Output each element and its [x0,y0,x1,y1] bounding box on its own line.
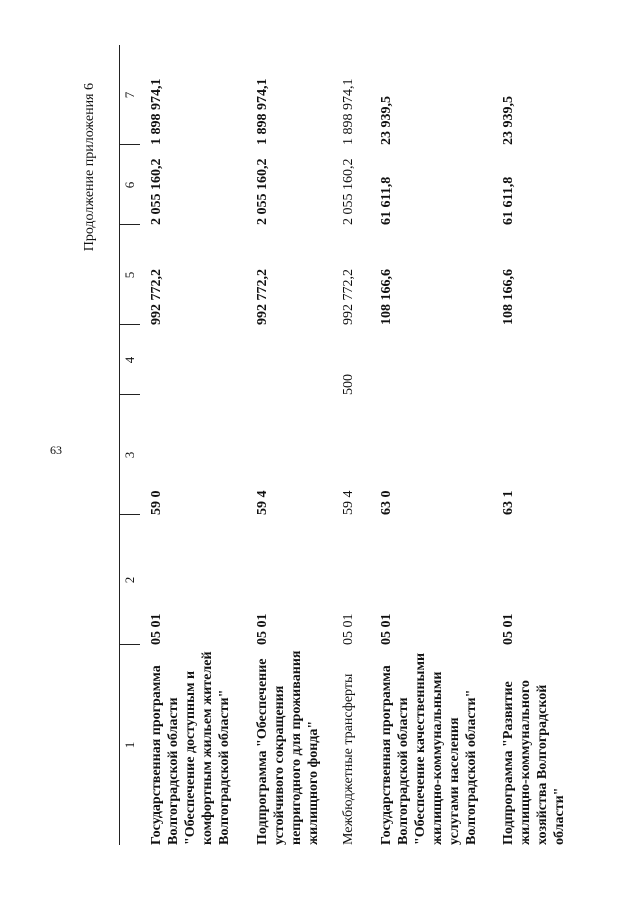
amount-col7: 1 898 974,1 [149,78,164,145]
amount-col5: 992 772,2 [255,269,270,325]
target-article: 63 0 [379,490,394,515]
column-number-7: 7 [122,91,137,99]
section-code: 05 01 [255,613,270,645]
row-name: Подпрограмма "Обеспечение устойчивого сокращения непригодного для проживания жилищного фонда" [255,650,321,845]
target-article: 59 4 [341,490,356,515]
amount-col6: 61 611,8 [501,176,516,225]
section-code: 05 01 [149,613,164,645]
row-name: Государственная программа Волгоградской области "Обеспечение доступным и комфортным жильем жителей Волгоградской области" [149,651,232,845]
amount-col7: 1 898 974,1 [341,78,356,145]
column-number-5: 5 [122,271,137,279]
amount-col5: 108 166,6 [501,269,516,325]
amount-col6: 2 055 160,2 [149,158,164,225]
row-name: Государственная программа Волгоградской области "Обеспечение качественными жилищно-коммунальными услугами населения Волгоградской области" [379,652,479,845]
amount-col5: 992 772,2 [341,269,356,325]
column-number-4: 4 [122,356,137,364]
continuation-note: Продолжение приложения 6 [82,83,97,252]
amount-col7: 23 939,5 [501,96,516,145]
column-number-3: 3 [122,451,137,459]
row-name: Подпрограмма "Развитие жилищно-коммунального хозяйства Волгоградской области" [501,680,567,845]
section-code: 05 01 [341,613,356,645]
expense-type: 500 [341,374,356,395]
rotated-page [82,45,640,845]
row-name: Межбюджетные трансферты [341,673,356,845]
amount-col6: 61 611,8 [379,176,394,225]
amount-col5: 108 166,6 [379,269,394,325]
target-article: 59 4 [255,490,270,515]
column-number-2: 2 [122,576,137,584]
section-code: 05 01 [379,613,394,645]
page-number: 63 [50,443,62,457]
amount-col6: 2 055 160,2 [341,158,356,225]
amount-col7: 1 898 974,1 [255,78,270,145]
section-code: 05 01 [501,613,516,645]
amount-col5: 992 772,2 [149,269,164,325]
column-number-1: 1 [122,741,137,749]
amount-col6: 2 055 160,2 [255,158,270,225]
amount-col7: 23 939,5 [379,96,394,145]
column-number-6: 6 [122,181,137,189]
header-rule [119,45,120,845]
target-article: 59 0 [149,490,164,515]
target-article: 63 1 [501,490,516,515]
